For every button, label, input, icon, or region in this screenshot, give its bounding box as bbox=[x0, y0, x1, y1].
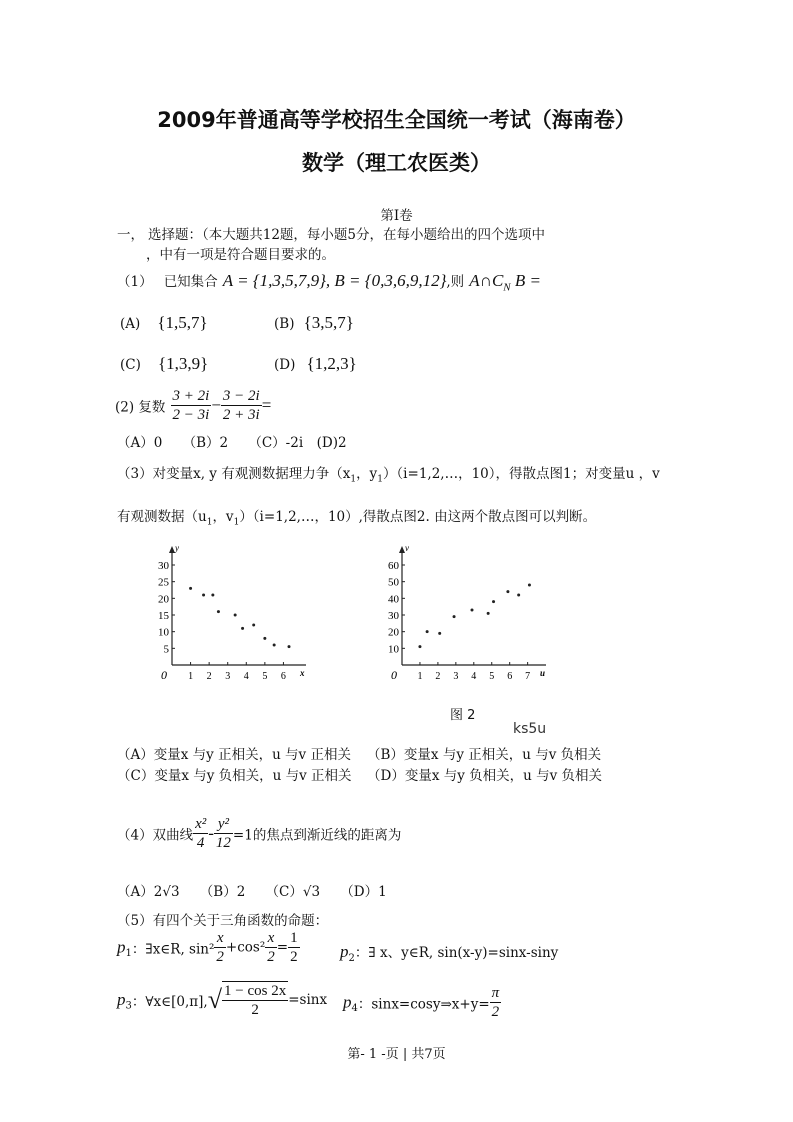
q5-p1-frac-1 bbox=[214, 929, 226, 966]
x-tick-label: 0 bbox=[391, 668, 397, 682]
exam-title: 2009年普通高等学校招生全国统一考试（海南卷） bbox=[157, 108, 636, 132]
q1-expr-main: A∩C bbox=[469, 271, 504, 290]
q4-f2-num: y² bbox=[214, 815, 233, 834]
q5-p3-text: ：∀x∈[0,π], bbox=[131, 994, 208, 1010]
data-point bbox=[528, 584, 531, 587]
q1-then: ,则 bbox=[446, 274, 465, 290]
q5-p2-text: ：∃ x、y∈R, sin(x-y)=sinx-siny bbox=[354, 945, 559, 961]
x-tick-label: 7 bbox=[525, 671, 531, 682]
x-tick-label: 1 bbox=[188, 671, 194, 682]
q4-tail: =1的焦点到渐近线的距离为 bbox=[232, 827, 402, 844]
q5-p4-num: π bbox=[491, 985, 500, 1001]
x-tick-label: 6 bbox=[280, 671, 286, 682]
y-tick-label: 30 bbox=[158, 560, 169, 572]
question-2 bbox=[115, 387, 271, 424]
data-point bbox=[288, 645, 291, 648]
data-point bbox=[273, 644, 276, 647]
q5-p1-label: p bbox=[117, 937, 126, 957]
q5-p1-eq: = bbox=[276, 939, 289, 956]
q5-p1-f2-den: 2 bbox=[267, 949, 275, 965]
q5-p1-frac-2 bbox=[265, 929, 277, 966]
q3-option-b: （B）变量x 与y 正相关，u 与v 负相关 bbox=[367, 747, 602, 763]
q2-options: （A）0 （B）2 （C）-2i (D)2 bbox=[117, 435, 347, 451]
data-point bbox=[506, 590, 509, 593]
data-point bbox=[263, 637, 266, 640]
q5-p3-tail: =sinx bbox=[288, 992, 328, 1008]
y-axis-label: y bbox=[175, 543, 179, 553]
x-tick-label: 5 bbox=[489, 671, 495, 682]
q4-options: （A）2√3 （B）2 （C）√3 （D）1 bbox=[117, 884, 387, 900]
q3-line1-mid: ，y bbox=[356, 466, 378, 482]
q1-expr-tail: B = bbox=[514, 271, 541, 290]
q1-option-c-value: {1,3,9} bbox=[157, 354, 209, 373]
q4-f2-den: 12 bbox=[215, 835, 231, 851]
q3-line1-sub2: 1 bbox=[377, 474, 383, 485]
data-point bbox=[471, 609, 474, 612]
q3-line2-a: 有观测数据（u bbox=[117, 509, 207, 525]
q5-p1-f3-num: 1 bbox=[290, 930, 298, 946]
q1-expr-sub: N bbox=[503, 281, 511, 294]
q4-fraction-2 bbox=[214, 815, 233, 852]
q5-p3-sub: 3 bbox=[125, 1000, 132, 1012]
x-tick-label: 6 bbox=[507, 671, 513, 682]
q5-p1-text: ：∃x∈R, sin² bbox=[131, 941, 215, 958]
y-tick-label: 10 bbox=[388, 643, 399, 656]
section-line-1: 选择题：（本大题共12题，每小题5分，在每小题给出的四个选项中 bbox=[148, 227, 546, 243]
q1-option-c bbox=[120, 354, 208, 374]
q5-p4 bbox=[343, 984, 501, 1021]
watermark: ks5u bbox=[513, 721, 547, 737]
q5-p3-radicand bbox=[222, 981, 288, 1019]
q2-fraction-1 bbox=[171, 387, 212, 424]
x-tick-label: 2 bbox=[435, 671, 441, 682]
x-tick-label: 1 bbox=[417, 671, 423, 682]
sqrt-icon: √ bbox=[207, 985, 222, 1014]
q3-line2-tail: ）（i=1,2,…，10）,得散点图2. 由这两个散点图可以判断。 bbox=[239, 509, 597, 525]
q2-f1-num: 3 + 2i bbox=[172, 388, 210, 404]
y-axis-label: v bbox=[405, 543, 409, 553]
q5-p4-label: p bbox=[343, 992, 352, 1012]
q2-fraction-2 bbox=[221, 387, 262, 424]
q1-stem: 已知集合 bbox=[163, 274, 218, 290]
q5-p4-sub: 4 bbox=[351, 1003, 358, 1015]
data-point bbox=[426, 630, 429, 633]
x-tick-label: 5 bbox=[262, 671, 268, 682]
q4-dash: - bbox=[208, 823, 214, 843]
q1-option-b-label: (B) bbox=[274, 316, 295, 332]
section-number: 一， bbox=[117, 227, 144, 243]
q3-line1-tail: ）（i=1,2,…，10），得散点图1；对变量u ，v bbox=[382, 466, 660, 482]
y-tick-label: 60 bbox=[388, 560, 399, 572]
data-point bbox=[252, 624, 255, 627]
q2-f2-den: 2 + 3i bbox=[222, 407, 260, 423]
q5-p4-frac bbox=[490, 984, 502, 1021]
q5-p1-frac-3 bbox=[288, 929, 300, 966]
q1-option-c-label: (C) bbox=[120, 357, 141, 373]
q2-f2-num: 3 − 2i bbox=[222, 388, 260, 404]
q5-p1-sub: 1 bbox=[125, 948, 132, 960]
q1-expr bbox=[469, 271, 541, 294]
y-tick-label: 20 bbox=[158, 593, 169, 606]
q1-number: （1） bbox=[117, 274, 153, 290]
q2-equals: = bbox=[261, 395, 272, 415]
q5-stem: （5）有四个关于三角函数的命题： bbox=[117, 913, 329, 929]
q5-p3-rad-num: 1 − cos 2x bbox=[224, 983, 287, 999]
data-point bbox=[211, 594, 214, 597]
q1-option-d-value: {1,2,3} bbox=[306, 354, 357, 373]
data-point bbox=[517, 594, 520, 597]
x-tick-label: 3 bbox=[225, 671, 231, 682]
page-footer: 第- 1 -页 | 共7页 bbox=[347, 1047, 446, 1062]
q4-stem: （4）双曲线 bbox=[117, 827, 194, 844]
q5-p4-den: 2 bbox=[491, 1004, 500, 1020]
x-axis-label: u bbox=[540, 668, 546, 678]
data-point bbox=[189, 587, 192, 590]
data-point bbox=[492, 600, 495, 603]
q3-line2-mid: ，v bbox=[212, 509, 234, 525]
q3-option-a: （A）变量x 与y 正相关，u 与v 正相关 bbox=[117, 747, 351, 763]
q5-p1 bbox=[117, 929, 300, 966]
question-4 bbox=[117, 815, 401, 852]
q5-p4-text: ：sinx=cosy⇒x+y= bbox=[357, 996, 490, 1013]
q3-option-d: （D）变量x 与y 负相关，u 与v 负相关 bbox=[367, 768, 603, 784]
q5-p2 bbox=[340, 941, 558, 964]
q4-f1-den: 4 bbox=[196, 835, 205, 851]
q4-f1-num: x² bbox=[195, 816, 207, 832]
y-tick-label: 15 bbox=[158, 610, 169, 622]
q3-line-1 bbox=[117, 462, 660, 485]
y-tick-label: 10 bbox=[158, 626, 169, 639]
exam-subtitle: 数学（理工农医类） bbox=[302, 151, 491, 175]
q1-option-a-label: (A) bbox=[120, 316, 141, 332]
q3-line2-sub1: 1 bbox=[206, 517, 213, 528]
q5-p3-label: p bbox=[117, 990, 126, 1009]
x-tick-label: 4 bbox=[471, 671, 477, 682]
q2-number: (2) 复数 bbox=[115, 399, 166, 416]
q3-option-c: （C）变量x 与y 负相关，u 与v 正相关 bbox=[117, 768, 352, 784]
y-tick-label: 20 bbox=[388, 626, 399, 639]
q3-line2-sub2: 1 bbox=[233, 517, 240, 528]
y-tick-label: 50 bbox=[388, 576, 399, 589]
q3-line-2 bbox=[117, 505, 596, 528]
q5-p3 bbox=[117, 981, 327, 1019]
data-point bbox=[217, 610, 220, 613]
volume-label: 第Ⅰ卷 bbox=[380, 208, 413, 224]
q5-p1-mid: +cos² bbox=[225, 939, 266, 956]
q1-option-b-value: {3,5,7} bbox=[303, 313, 354, 332]
y-tick-label: 30 bbox=[388, 610, 399, 622]
x-axis-label: x bbox=[300, 668, 305, 678]
q5-p1-f1-num: x bbox=[214, 929, 226, 948]
q5-p2-sub: 2 bbox=[348, 953, 355, 965]
q4-fraction-1 bbox=[193, 815, 208, 852]
q5-p2-label: p bbox=[340, 942, 349, 961]
x-tick-label: 0 bbox=[161, 668, 167, 682]
q3-line1-sub1: 1 bbox=[350, 474, 357, 485]
q3-line1-a: （3）对变量x, y 有观测数据理力争（x bbox=[117, 466, 351, 482]
figure-2-caption: 图 2 bbox=[450, 708, 476, 723]
q5-p3-rad-den: 2 bbox=[251, 1002, 259, 1018]
q1-option-d-label: (D) bbox=[274, 357, 296, 373]
y-tick-label: 5 bbox=[163, 643, 169, 656]
q1-sets: A = {1,3,5,7,9}, B = {0,3,6,9,12} bbox=[222, 271, 447, 290]
data-point bbox=[453, 615, 456, 618]
data-point bbox=[418, 645, 421, 648]
q1-option-a-value: {1,5,7} bbox=[157, 313, 208, 332]
data-point bbox=[241, 627, 244, 630]
q1-option-a bbox=[120, 313, 208, 333]
y-tick-label: 25 bbox=[158, 576, 169, 589]
question-1 bbox=[117, 270, 541, 293]
q1-option-b bbox=[274, 313, 354, 333]
q5-p1-f1-den: 2 bbox=[216, 949, 224, 965]
x-tick-label: 2 bbox=[206, 671, 212, 682]
x-tick-label: 4 bbox=[243, 671, 249, 682]
q2-minus: − bbox=[211, 395, 221, 415]
x-tick-label: 3 bbox=[453, 671, 459, 682]
section-line-2: ，中有一项是符合题目要求的。 bbox=[146, 247, 335, 263]
q1-option-d bbox=[274, 354, 357, 374]
data-point bbox=[438, 632, 441, 635]
q5-p1-f3-den: 2 bbox=[290, 949, 298, 965]
y-tick-label: 40 bbox=[388, 593, 399, 606]
scatter-chart-1 bbox=[150, 540, 310, 690]
scatter-chart-2 bbox=[378, 540, 548, 690]
data-point bbox=[487, 612, 490, 615]
q5-p1-f2-num: x bbox=[265, 929, 277, 948]
data-point bbox=[234, 614, 237, 617]
q2-f1-den: 2 − 3i bbox=[172, 407, 210, 423]
data-point bbox=[202, 594, 205, 597]
